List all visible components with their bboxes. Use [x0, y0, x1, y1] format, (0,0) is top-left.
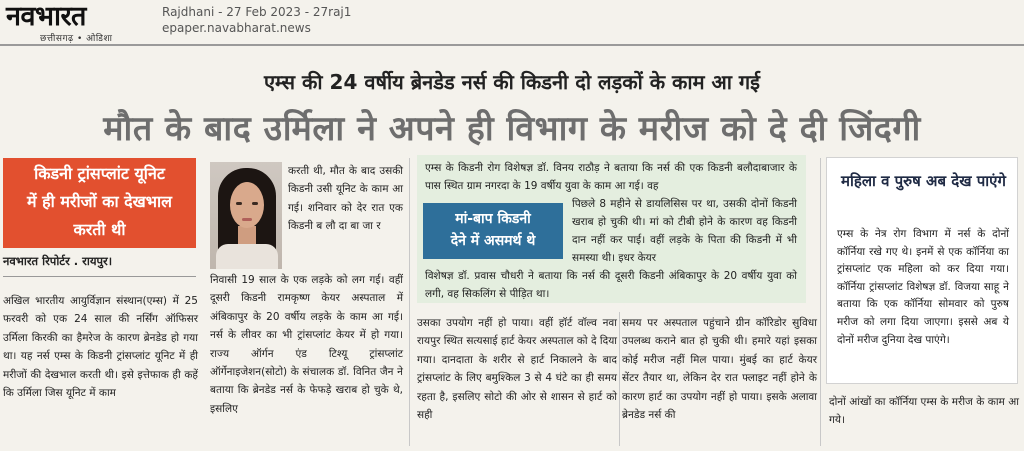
- newspaper-logo: नवभारत: [6, 1, 86, 32]
- site-url: epaper.navabharat.news: [162, 21, 311, 35]
- article-column-5: दोनों आंखों का कॉर्निया एम्स के मरीज के काम आ गये।: [829, 396, 1019, 427]
- column-divider: [820, 158, 821, 446]
- article-column-2-top: करती थी, मौत के बाद उसकी किडनी उसी यूनिट के काम आ गई। शनिवार को देर रात एक किडनी ब लौ दा बा जा र: [288, 165, 403, 233]
- info-box-label-line-2: देने में असमर्थ थे: [450, 233, 536, 249]
- main-headline: मौत के बाद उर्मिला ने अपने ही विभाग के मरीज को दे दी जिंदगी: [103, 109, 921, 149]
- article-column-1: अखिल भारतीय आयुर्विज्ञान संस्थान(एम्स) में 25 फरवरी को एक 24 साल की नर्सिंग ऑफिसर उर्मिला किरकी का हैमरेज के कारण ब्रेनडेड हो गया था। यह नर्स एम्स के किडनी ट्रांसप्लांट यूनिट में ही मरीजों की देखभाल करती थी। इसे इत्तेफाक ही कहें कि उर्मिला जिस यूनिट में काम: [3, 295, 198, 400]
- sidebar-title: महिला व पुरुष अब देख पाएंगे: [841, 172, 1006, 190]
- info-box-label-line-1: मां-बाप किडनी: [455, 211, 531, 227]
- byline-divider: [3, 276, 196, 277]
- logo-subtitle: छत्तीसगढ़ • ओडिशा: [40, 34, 113, 44]
- column-divider: [409, 158, 410, 446]
- highlight-line-3: करती थी: [73, 220, 126, 239]
- edition-line: Rajdhani - 27 Feb 2023 - 27raj1: [162, 5, 352, 19]
- column-divider: [619, 312, 620, 446]
- byline: नवभारत रिपोर्टर . रायपुर।: [3, 254, 113, 268]
- article-column-3: उसका उपयोग नहीं हो पाया। वहीं हॉर्ट वॉल्व नवा रायपुर स्थित सत्यसाई हार्ट केयर अस्पताल को दे दिया गया। दानदाता के शरीर से हार्ट निकालने के बाद ट्रांसप्लांट के लिए बमुश्किल 3 से 4 घंटे का ही समय रहता है, इसलिए सोटो की ओर से शासन से हार्ट को सही: [417, 317, 617, 422]
- info-box-intro: एम्स के किडनी रोग विशेषज्ञ डॉ. विनय राठौड़ ने बताया कि नर्स की एक किडनी बलौदाबाजार के पास स्थित ग्राम नगरदा के 19 वर्षीय युवा के काम आ गई। वह: [425, 162, 797, 192]
- kicker-headline: एम्स की 24 वर्षीय ब्रेनडेड नर्स की किडनी दो लड़कों के काम आ गई: [263, 70, 760, 94]
- masthead-divider: [0, 44, 1024, 46]
- nurse-photo: [210, 162, 282, 269]
- sidebar-body: एम्स के नेत्र रोग विभाग में नर्स के दोनों कॉर्निया रखे गए थे। इनमें से एक कॉर्निया का ट्रांसप्लांट एक महिला को कर दिया गया। कॉर्निया ट्रांसप्लांट विशेषज्ञ डॉ. विजया साहू ने बताया कि एक कॉर्निया सोमवार को पुरुष मरीज को लगा दिया जाएगा। इससे अब ये दोनों मरीज दुनिया देख पाएंगे।: [837, 228, 1009, 346]
- info-box-closing: विशेषज्ञ डॉ. प्रवास चौधरी ने बताया कि नर्स की दूसरी किडनी अंबिकापुर के 20 वर्षीय युवा को लगी, वह सिकलिंग से पीड़ित था।: [425, 270, 797, 300]
- edition-info: [162, 4, 351, 36]
- sidebar-box: [826, 157, 1018, 384]
- highlight-line-1: किडनी ट्रांसप्लांट यूनिट: [34, 164, 165, 183]
- info-box-label: [423, 203, 563, 259]
- info-box-body: पिछले 8 महीने से डायलिसिस पर था, उसकी दोनों किडनी खराब हो चुकी थी। मां को टीबी होने के कारण वह किडनी दान नहीं कर पाई। वहीं लड़के के पिता की किडनी में भी समस्या थी। इधर केयर: [572, 198, 797, 264]
- highlight-line-2: में ही मरीजों का देखभाल: [26, 192, 173, 211]
- highlight-box: [3, 158, 196, 248]
- article-column-4: समय पर अस्पताल पहुंचाने ग्रीन कॉरिडोर सुविधा उपलब्ध कराने बात हो चुकी थी। हमारे यहां इसका कोई मरीज नहीं मिल पाया। मुंबई का हार्ट केयर सेंटर तैयार था, लेकिन देर रात फ्लाइट नहीं होने के कारण हार्ट का उपयोग नहीं हो पाया। इसके अलावा ब्रेनडेड नर्स की: [622, 317, 817, 422]
- info-box: [417, 155, 806, 303]
- article-column-2-bottom: निवासी 19 साल के एक लड़के को लग गई। वहीं दूसरी किडनी रामकृष्ण केयर अस्पताल में अंबिकापुर के 20 वर्षीय लड़के के काम आ गई। नर्स के लीवर का भी ट्रांसप्लांट केयर में हो गया। राज्य ऑर्गन एंड टिश्यू ट्रांसप्लांट ऑर्गेनाइजेशन(सोटो) के संचालक डॉ. विनित जैन ने बताया कि ब्रेनडेड नर्स के फेफड़े खराब हो चुके थे, इसलिए: [210, 274, 403, 415]
